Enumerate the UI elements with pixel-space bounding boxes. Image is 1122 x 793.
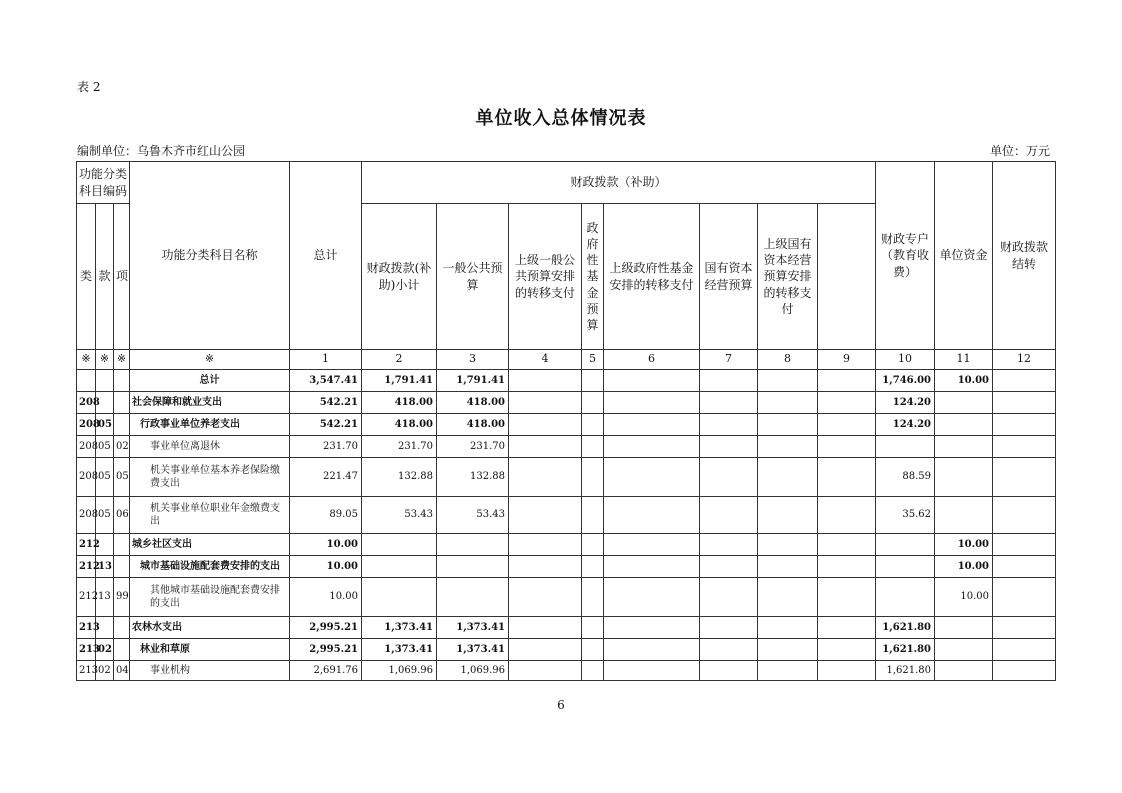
special-edu-cell xyxy=(818,370,876,392)
total-cell: 2,691.76 xyxy=(290,661,362,681)
nonfiscal-carryover-cell xyxy=(993,578,1056,617)
upper-general-transfer-cell xyxy=(509,458,582,497)
nonfiscal-carryover-cell xyxy=(993,392,1056,414)
general-budget-cell: 132.88 xyxy=(437,458,509,497)
nonfiscal-carryover-cell xyxy=(993,556,1056,578)
code-xiang-cell xyxy=(114,639,130,661)
state-capital-budget-cell xyxy=(700,556,758,578)
gov-fund-budget-cell xyxy=(582,414,604,436)
table-row xyxy=(77,392,1056,414)
upper-general-transfer-cell xyxy=(509,556,582,578)
fiscal-subtotal-cell: 1,373.41 xyxy=(362,617,437,639)
upper-general-transfer-cell xyxy=(509,617,582,639)
general-budget-cell: 1,373.41 xyxy=(437,617,509,639)
header-total: 总计 xyxy=(290,162,362,350)
state-capital-budget-cell xyxy=(700,392,758,414)
nonfiscal-carryover-cell xyxy=(993,534,1056,556)
code-xiang-cell xyxy=(114,414,130,436)
upper-gov-fund-transfer-cell xyxy=(604,497,700,534)
total-cell: 3,547.41 xyxy=(290,370,362,392)
table-label: 表 2 xyxy=(77,80,101,94)
code-lei-cell: 212 xyxy=(77,556,96,578)
index-mark: 4 xyxy=(509,350,582,370)
code-lei-cell: 213 xyxy=(77,639,96,661)
general-budget-cell: 1,373.41 xyxy=(437,639,509,661)
upper-gov-fund-transfer-cell xyxy=(604,392,700,414)
subject-name-cell: 事业机构 xyxy=(130,661,290,681)
code-kuan-cell: 05 xyxy=(96,458,114,497)
code-lei-cell: 208 xyxy=(77,497,96,534)
table-row xyxy=(77,534,1056,556)
nonfiscal-carryover-cell xyxy=(993,458,1056,497)
header-upper-gov-fund-transfer: 上级政府性基金安排的转移支付 xyxy=(604,204,700,350)
upper-gov-fund-transfer-cell xyxy=(604,534,700,556)
state-capital-budget-cell xyxy=(700,436,758,458)
special-edu-cell xyxy=(818,661,876,681)
unit-funds-cell: 1,746.00 xyxy=(876,370,935,392)
index-mark: ※ xyxy=(130,350,290,370)
unit-funds-cell: 124.20 xyxy=(876,392,935,414)
upper-state-capital-transfer-cell xyxy=(758,617,818,639)
header-general-budget: 一般公共预算 xyxy=(437,204,509,350)
total-cell: 89.05 xyxy=(290,497,362,534)
code-kuan-cell: 05 xyxy=(96,497,114,534)
general-budget-cell xyxy=(437,556,509,578)
special-edu-cell xyxy=(818,617,876,639)
unit-funds-cell xyxy=(876,436,935,458)
code-kuan-cell: 13 xyxy=(96,556,114,578)
upper-general-transfer-cell xyxy=(509,639,582,661)
header-subject-name: 功能分类科目名称 xyxy=(130,162,290,350)
header-state-capital-budget: 国有资本经营预算 xyxy=(700,204,758,350)
code-xiang-cell xyxy=(114,534,130,556)
upper-state-capital-transfer-cell xyxy=(758,370,818,392)
general-budget-cell xyxy=(437,578,509,617)
header-upper-general-transfer: 上级一般公共预算安排的转移支付 xyxy=(509,204,582,350)
code-xiang-cell: 05 xyxy=(114,458,130,497)
subject-name-cell: 城乡社区支出 xyxy=(130,534,290,556)
code-xiang-cell xyxy=(114,556,130,578)
header-special-edu: 财政专户（教育收费） xyxy=(876,162,935,350)
upper-gov-fund-transfer-cell xyxy=(604,414,700,436)
index-mark: 7 xyxy=(700,350,758,370)
unit-label: 单位：万元 xyxy=(990,144,1051,158)
table-row xyxy=(77,578,1056,617)
general-budget-cell: 1,069.96 xyxy=(437,661,509,681)
fiscal-subtotal-cell: 1,069.96 xyxy=(362,661,437,681)
nonfiscal-carryover-cell xyxy=(993,414,1056,436)
code-xiang-cell: 06 xyxy=(114,497,130,534)
upper-general-transfer-cell xyxy=(509,370,582,392)
special-edu-cell xyxy=(818,414,876,436)
fiscal-carryover-cell xyxy=(935,392,993,414)
subject-name-cell: 行政事业单位养老支出 xyxy=(130,414,290,436)
upper-gov-fund-transfer-cell xyxy=(604,458,700,497)
upper-state-capital-transfer-cell xyxy=(758,661,818,681)
special-edu-cell xyxy=(818,436,876,458)
unit-funds-cell: 1,621.80 xyxy=(876,617,935,639)
index-mark: 12 xyxy=(993,350,1056,370)
fiscal-carryover-cell: 10.00 xyxy=(935,578,993,617)
gov-fund-budget-cell xyxy=(582,578,604,617)
upper-general-transfer-cell xyxy=(509,414,582,436)
index-mark: 9 xyxy=(818,350,876,370)
state-capital-budget-cell xyxy=(700,497,758,534)
subject-name-cell: 林业和草原 xyxy=(130,639,290,661)
fiscal-carryover-cell xyxy=(935,436,993,458)
unit-funds-cell: 124.20 xyxy=(876,414,935,436)
general-budget-cell: 1,791.41 xyxy=(437,370,509,392)
code-xiang-cell xyxy=(114,617,130,639)
code-kuan-cell: 05 xyxy=(96,414,114,436)
total-cell: 10.00 xyxy=(290,578,362,617)
total-cell: 221.47 xyxy=(290,458,362,497)
index-mark: 11 xyxy=(935,350,993,370)
code-lei-cell: 208 xyxy=(77,458,96,497)
index-mark: 10 xyxy=(876,350,935,370)
table-row xyxy=(77,458,1056,497)
general-budget-cell: 418.00 xyxy=(437,392,509,414)
index-mark: ※ xyxy=(96,350,114,370)
index-mark: 1 xyxy=(290,350,362,370)
index-mark: 8 xyxy=(758,350,818,370)
header-fiscal-group: 财政拨款（补助） xyxy=(362,162,876,204)
upper-state-capital-transfer-cell xyxy=(758,534,818,556)
special-edu-cell xyxy=(818,392,876,414)
header-code-group: 功能分类科目编码 xyxy=(77,162,130,204)
upper-general-transfer-cell xyxy=(509,392,582,414)
code-kuan-cell: 02 xyxy=(96,639,114,661)
state-capital-budget-cell xyxy=(700,617,758,639)
subject-name-cell: 社会保障和就业支出 xyxy=(130,392,290,414)
code-lei-cell: 212 xyxy=(77,578,96,617)
table-row xyxy=(77,370,1056,392)
upper-general-transfer-cell xyxy=(509,534,582,556)
general-budget-cell: 418.00 xyxy=(437,414,509,436)
unit-funds-cell: 88.59 xyxy=(876,458,935,497)
fiscal-carryover-cell xyxy=(935,414,993,436)
upper-general-transfer-cell xyxy=(509,661,582,681)
code-xiang-cell xyxy=(114,392,130,414)
gov-fund-budget-cell xyxy=(582,370,604,392)
special-edu-cell xyxy=(818,458,876,497)
general-budget-cell: 231.70 xyxy=(437,436,509,458)
subject-name-cell: 机关事业单位职业年金缴费支出 xyxy=(130,497,290,534)
organization-label: 编制单位：乌鲁木齐市红山公园 xyxy=(77,144,246,158)
code-kuan-cell: 02 xyxy=(96,661,114,681)
income-table xyxy=(76,161,1056,681)
code-lei-cell: 213 xyxy=(77,661,96,681)
code-lei-cell: 213 xyxy=(77,617,96,639)
total-cell: 10.00 xyxy=(290,534,362,556)
header-unit-funds: 单位资金 xyxy=(935,162,993,350)
nonfiscal-carryover-cell xyxy=(993,661,1056,681)
page-title: 单位收入总体情况表 xyxy=(475,108,647,129)
general-budget-cell: 53.43 xyxy=(437,497,509,534)
subject-name-cell: 其他城市基础设施配套费安排的支出 xyxy=(130,578,290,617)
upper-gov-fund-transfer-cell xyxy=(604,617,700,639)
upper-gov-fund-transfer-cell xyxy=(604,578,700,617)
upper-state-capital-transfer-cell xyxy=(758,639,818,661)
upper-state-capital-transfer-cell xyxy=(758,578,818,617)
gov-fund-budget-cell xyxy=(582,617,604,639)
subject-name-cell: 总计 xyxy=(130,370,290,392)
index-mark: 6 xyxy=(604,350,700,370)
gov-fund-budget-cell xyxy=(582,661,604,681)
unit-funds-cell: 1,621.80 xyxy=(876,639,935,661)
gov-fund-budget-cell xyxy=(582,458,604,497)
gov-fund-budget-cell xyxy=(582,497,604,534)
nonfiscal-carryover-cell xyxy=(993,497,1056,534)
state-capital-budget-cell xyxy=(700,578,758,617)
header-code-lei: 类 xyxy=(77,204,96,350)
state-capital-budget-cell xyxy=(700,639,758,661)
special-edu-cell xyxy=(818,497,876,534)
table-row xyxy=(77,414,1056,436)
upper-state-capital-transfer-cell xyxy=(758,436,818,458)
special-edu-cell xyxy=(818,556,876,578)
code-xiang-cell: 04 xyxy=(114,661,130,681)
index-mark: 2 xyxy=(362,350,437,370)
total-cell: 10.00 xyxy=(290,556,362,578)
fiscal-carryover-cell xyxy=(935,458,993,497)
fiscal-subtotal-cell: 53.43 xyxy=(362,497,437,534)
code-xiang-cell: 02 xyxy=(114,436,130,458)
upper-state-capital-transfer-cell xyxy=(758,392,818,414)
nonfiscal-carryover-cell xyxy=(993,370,1056,392)
table-row xyxy=(77,556,1056,578)
fiscal-subtotal-cell: 132.88 xyxy=(362,458,437,497)
fiscal-subtotal-cell xyxy=(362,578,437,617)
page-number: 6 xyxy=(557,698,565,712)
index-mark: ※ xyxy=(114,350,130,370)
unit-funds-cell xyxy=(876,556,935,578)
upper-gov-fund-transfer-cell xyxy=(604,436,700,458)
table-body xyxy=(77,370,1056,681)
upper-gov-fund-transfer-cell xyxy=(604,661,700,681)
state-capital-budget-cell xyxy=(700,414,758,436)
upper-general-transfer-cell xyxy=(509,436,582,458)
fiscal-carryover-cell xyxy=(935,497,993,534)
upper-state-capital-transfer-cell xyxy=(758,497,818,534)
table-header xyxy=(77,162,1056,370)
fiscal-subtotal-cell xyxy=(362,534,437,556)
code-lei-cell: 212 xyxy=(77,534,96,556)
upper-gov-fund-transfer-cell xyxy=(604,370,700,392)
code-kuan-cell: 13 xyxy=(96,578,114,617)
code-lei-cell: 208 xyxy=(77,436,96,458)
upper-state-capital-transfer-cell xyxy=(758,556,818,578)
total-cell: 2,995.21 xyxy=(290,639,362,661)
nonfiscal-carryover-cell xyxy=(993,617,1056,639)
table-row xyxy=(77,639,1056,661)
unit-funds-cell xyxy=(876,578,935,617)
fiscal-carryover-cell xyxy=(935,639,993,661)
header-fiscal-subtotal: 财政拨款(补助)小计 xyxy=(362,204,437,350)
special-edu-cell xyxy=(818,534,876,556)
subject-name-cell: 机关事业单位基本养老保险缴费支出 xyxy=(130,458,290,497)
gov-fund-budget-cell xyxy=(582,392,604,414)
upper-gov-fund-transfer-cell xyxy=(604,556,700,578)
fiscal-carryover-cell xyxy=(935,617,993,639)
upper-state-capital-transfer-cell xyxy=(758,458,818,497)
state-capital-budget-cell xyxy=(700,370,758,392)
index-row xyxy=(77,350,1056,370)
state-capital-budget-cell xyxy=(700,458,758,497)
header-code-kuan: 款 xyxy=(96,204,114,350)
subject-name-cell: 农林水支出 xyxy=(130,617,290,639)
upper-general-transfer-cell xyxy=(509,578,582,617)
unit-funds-cell xyxy=(876,534,935,556)
general-budget-cell xyxy=(437,534,509,556)
code-kuan-cell xyxy=(96,370,114,392)
nonfiscal-carryover-cell xyxy=(993,639,1056,661)
fiscal-subtotal-cell: 1,791.41 xyxy=(362,370,437,392)
index-mark: 5 xyxy=(582,350,604,370)
unit-funds-cell: 1,621.80 xyxy=(876,661,935,681)
header-gov-fund-budget: 政府性基金预算 xyxy=(582,204,604,350)
total-cell: 542.21 xyxy=(290,414,362,436)
special-edu-cell xyxy=(818,639,876,661)
fiscal-carryover-cell: 10.00 xyxy=(935,370,993,392)
fiscal-subtotal-cell xyxy=(362,556,437,578)
header-code-xiang: 项 xyxy=(114,204,130,350)
code-xiang-cell xyxy=(114,370,130,392)
total-cell: 542.21 xyxy=(290,392,362,414)
upper-gov-fund-transfer-cell xyxy=(604,639,700,661)
total-cell: 231.70 xyxy=(290,436,362,458)
fiscal-carryover-cell xyxy=(935,661,993,681)
total-cell: 2,995.21 xyxy=(290,617,362,639)
special-edu-cell xyxy=(818,578,876,617)
index-mark: ※ xyxy=(77,350,96,370)
code-lei-cell: 208 xyxy=(77,414,96,436)
subject-name-cell: 事业单位离退休 xyxy=(130,436,290,458)
gov-fund-budget-cell xyxy=(582,639,604,661)
state-capital-budget-cell xyxy=(700,534,758,556)
header-upper-state-capital-transfer: 上级国有资本经营预算安排的转移支付 xyxy=(758,204,818,350)
code-lei-cell: 208 xyxy=(77,392,96,414)
index-mark: 3 xyxy=(437,350,509,370)
upper-general-transfer-cell xyxy=(509,497,582,534)
header-fiscal-carryover: 财政拨款结转 xyxy=(993,162,1056,350)
table-row xyxy=(77,661,1056,681)
subject-name-cell: 城市基础设施配套费安排的支出 xyxy=(130,556,290,578)
fiscal-subtotal-cell: 231.70 xyxy=(362,436,437,458)
unit-funds-cell: 35.62 xyxy=(876,497,935,534)
fiscal-carryover-cell: 10.00 xyxy=(935,556,993,578)
fiscal-carryover-cell: 10.00 xyxy=(935,534,993,556)
table-row xyxy=(77,617,1056,639)
state-capital-budget-cell xyxy=(700,661,758,681)
fiscal-subtotal-cell: 418.00 xyxy=(362,414,437,436)
fiscal-subtotal-cell: 418.00 xyxy=(362,392,437,414)
table-row xyxy=(77,436,1056,458)
code-lei-cell xyxy=(77,370,96,392)
upper-state-capital-transfer-cell xyxy=(758,414,818,436)
code-xiang-cell: 99 xyxy=(114,578,130,617)
code-kuan-cell: 05 xyxy=(96,436,114,458)
gov-fund-budget-cell xyxy=(582,436,604,458)
gov-fund-budget-cell xyxy=(582,534,604,556)
gov-fund-budget-cell xyxy=(582,556,604,578)
nonfiscal-carryover-cell xyxy=(993,436,1056,458)
table-row xyxy=(77,497,1056,534)
fiscal-subtotal-cell: 1,373.41 xyxy=(362,639,437,661)
